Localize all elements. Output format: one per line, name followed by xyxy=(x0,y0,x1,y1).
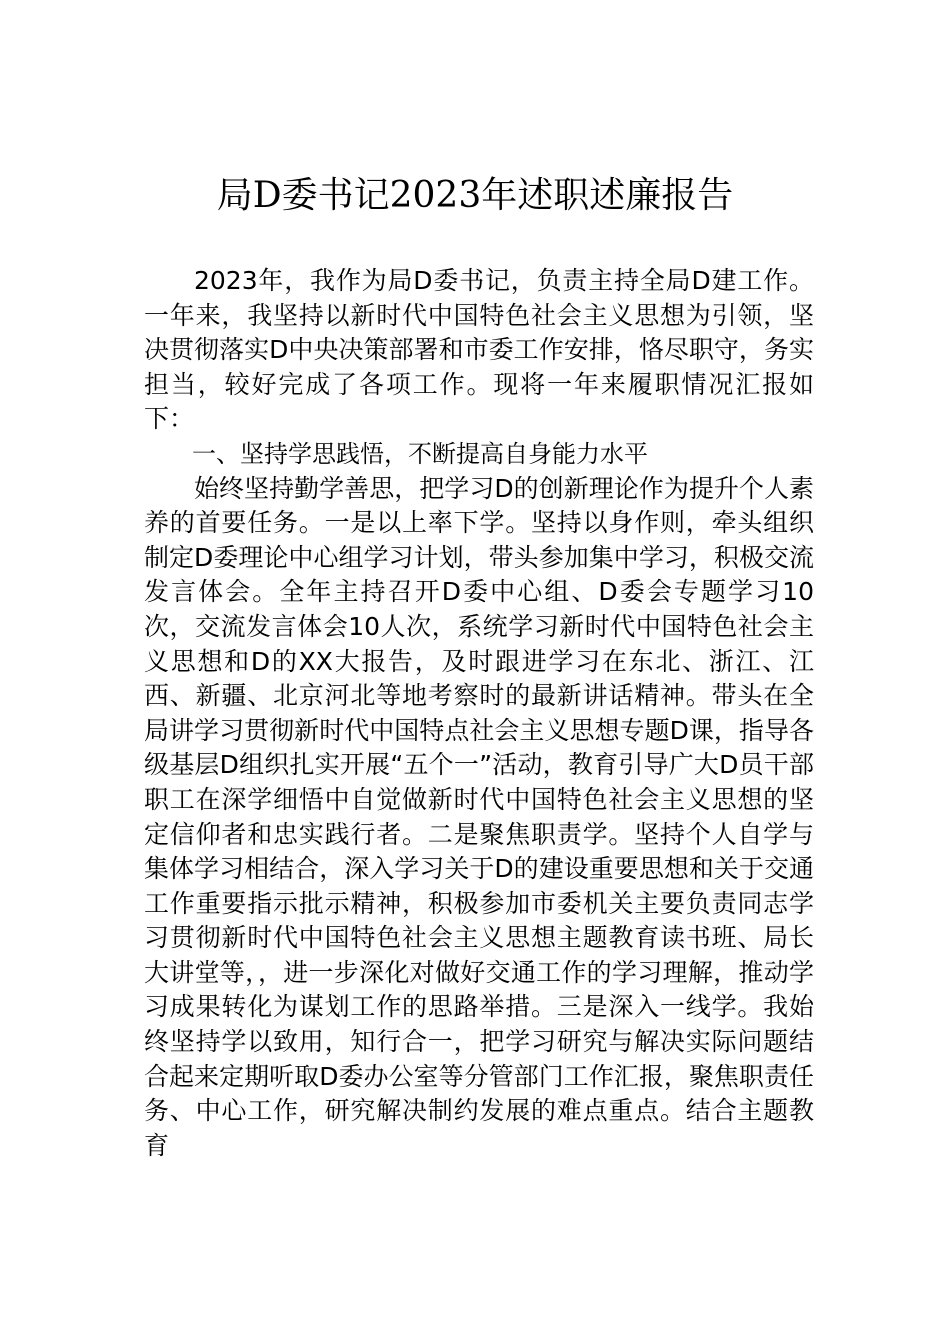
intro-paragraph: 2023年，我作为局D委书记，负责主持全局D建工作。一年来，我坚持以新时代中国特色社会主义思想为引领，坚决贯彻落实D中央决策部署和市委工作安排，恪尽职守，务实担当，较好完成了各项工作。现将一年来履职情况汇报如下： xyxy=(144,266,814,434)
document-title: 局D委书记2023年述职述廉报告 xyxy=(216,175,734,216)
section-paragraph: 始终坚持勤学善思，把学习D的创新理论作为提升个人素养的首要任务。一是以上率下学。坚持以身作则，牵头组织制定D委理论中心组学习计划，带头参加集中学习，积极交流发言体会。全年主持召开D委中心组、D委会专题学习10次，交流发言体会10人次，系统学习新时代中国特色社会主义思想和D的XX大报告，及时跟进学习在东北、浙江、江西、新疆、北京河北等地考察时的最新讲话精神。带头在全局讲学习贯彻新时代中国特点社会主义思想专题D课，指导各级基层D组织扎实开展“五个一”活动，教育引导广大D员干部职工在深学细悟中自觉做新时代中国特色社会主义思想的坚定信仰者和忠实践行者。二是聚焦职责学。坚持个人自学与集体学习相结合，深入学习关于D的建设重要思想和关于交通工作重要指示批示精神，积极参加市委机关主要负责同志学习贯彻新时代中国特色社会主义思想主题教育读书班、局长大讲堂等，，进一步深化对做好交通工作的学习理解，推动学习成果转化为谋划工作的思路举措。三是深入一线学。我始终坚持学以致用，知行合一，把学习研究与解决实际问题结合起来定期听取D委办公室等分管部门工作汇报，聚焦职责任务、中心工作，研究解决制约发展的难点重点。结合主题教育 xyxy=(144,473,814,1160)
section-heading: 一、坚持学思践悟，不断提高自身能力水平 xyxy=(192,439,648,468)
document-body xyxy=(144,264,814,1163)
